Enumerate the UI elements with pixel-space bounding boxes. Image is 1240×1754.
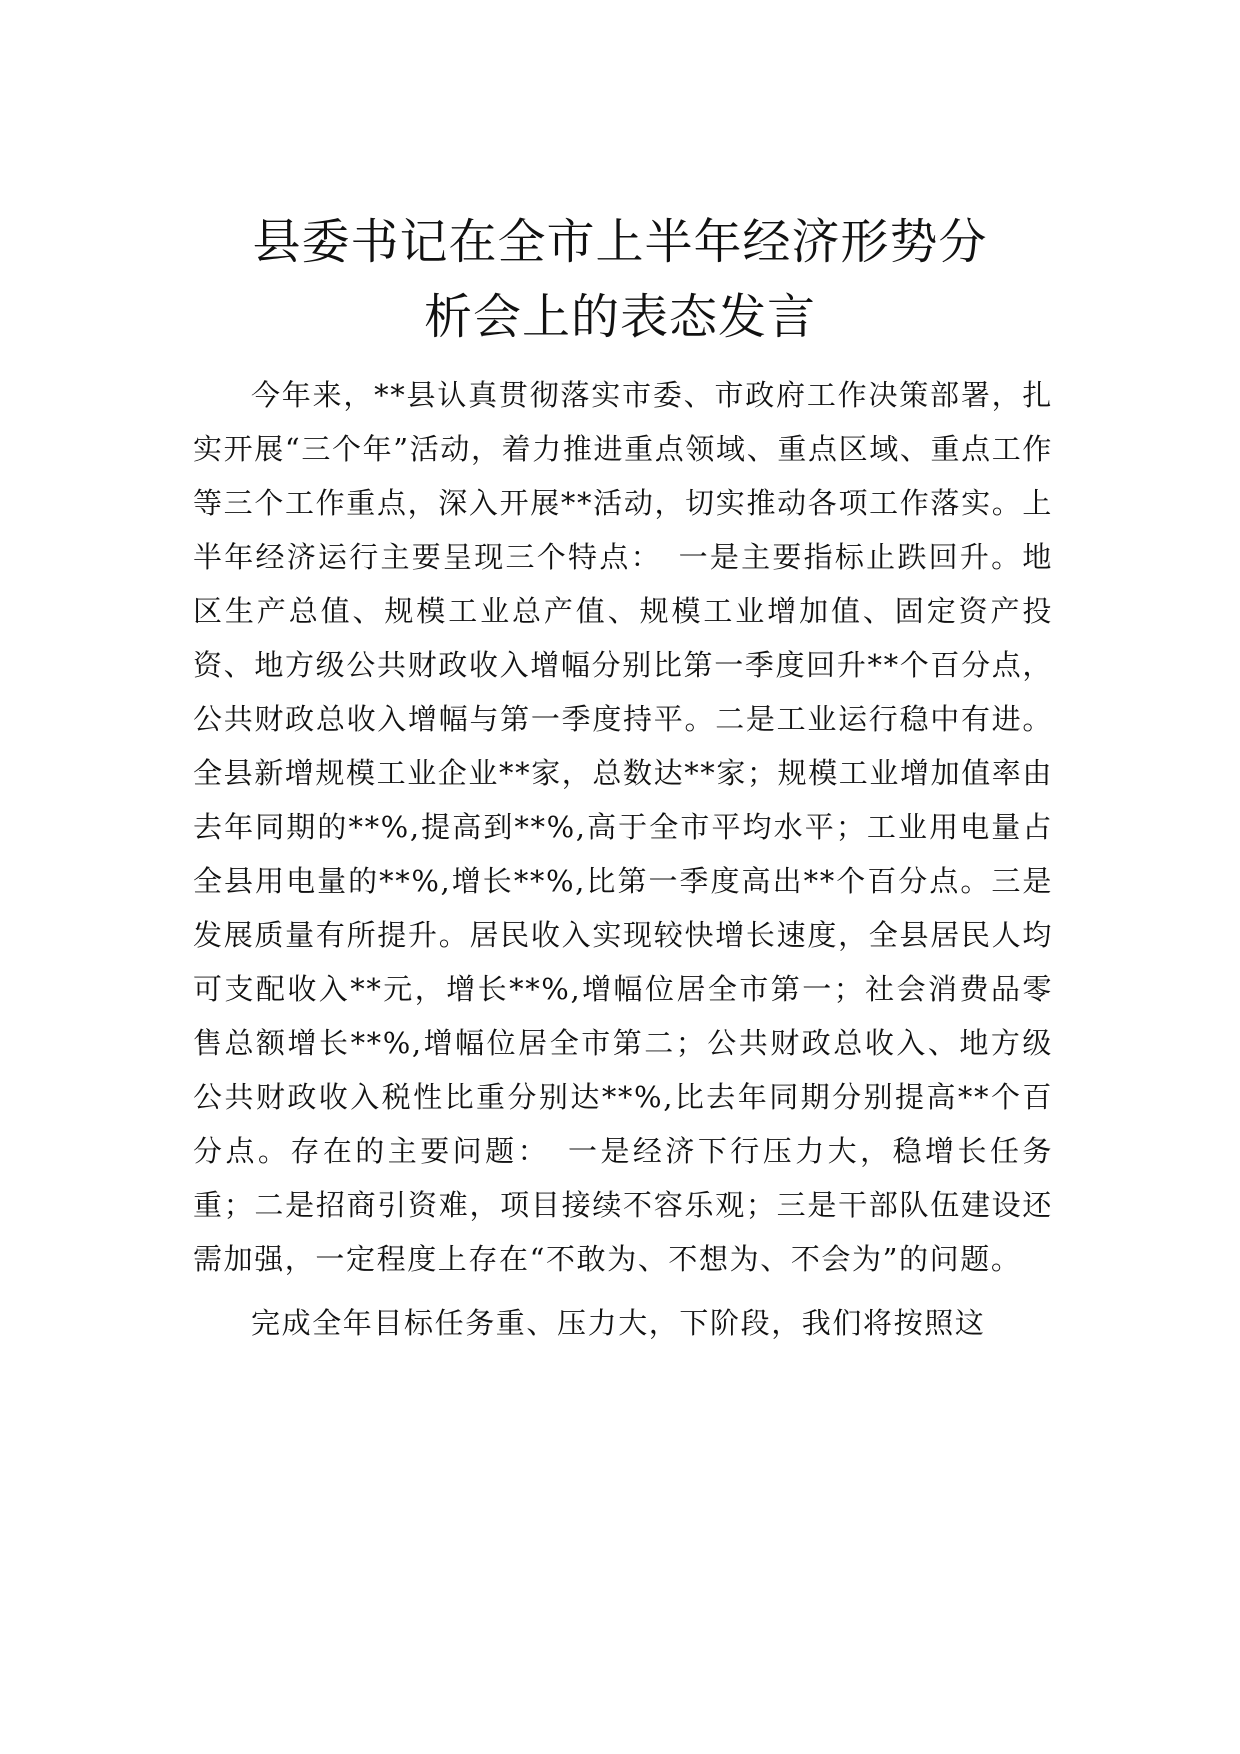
paragraph-1: 今年来，**县认真贯彻落实市委、市政府工作决策部署，扎实开展“三个年”活动，着力推进重点领域、重点区域、重点工作等三个工作重点，深入开展**活动，切实推动各项工作落实。上半年经济运行主要呈现三个特点： 一是主要指标止跌回升。地区生产总值、规模工业总产值、规模工业增加值、固定资产投资、地方级公共财政收入增幅分别比第一季度回升**个百分点，公共财政总收入增幅与第一季度持平。二是工业运行稳中有进。全县新增规模工业企业**家，总数达**家；规模工业增加值率由去年同期的**%,提高到**%,高于全市平均水平；工业用电量占全县用电量的**%,增长**%,比第一季度高出**个百分点。三是发展质量有所提升。居民收入实现较快增长速度，全县居民人均可支配收入**元，增长**%,增幅位居全市第一；社会消费品零售总额增长**%,增幅位居全市第二；公共财政总收入、地方级公共财政收入税性比重分别达**%,比去年同期分别提高**个百分点。存在的主要问题： 一是经济下行压力大，稳增长任务重；二是招商引资难，项目接续不容乐观；三是干部队伍建设还需加强，一定程度上存在“不敢为、不想为、不会为”的问题。 [193, 378, 1054, 1276]
title-line-1: 县委书记在全市上半年经济形势分 [252, 214, 988, 270]
title-line-2: 析会上的表态发言 [423, 289, 816, 345]
document-body [193, 368, 1053, 1350]
document-title [120, 205, 1120, 355]
paragraph-2: 完成全年目标任务重、压力大，下阶段，我们将按照这 [251, 1306, 986, 1340]
